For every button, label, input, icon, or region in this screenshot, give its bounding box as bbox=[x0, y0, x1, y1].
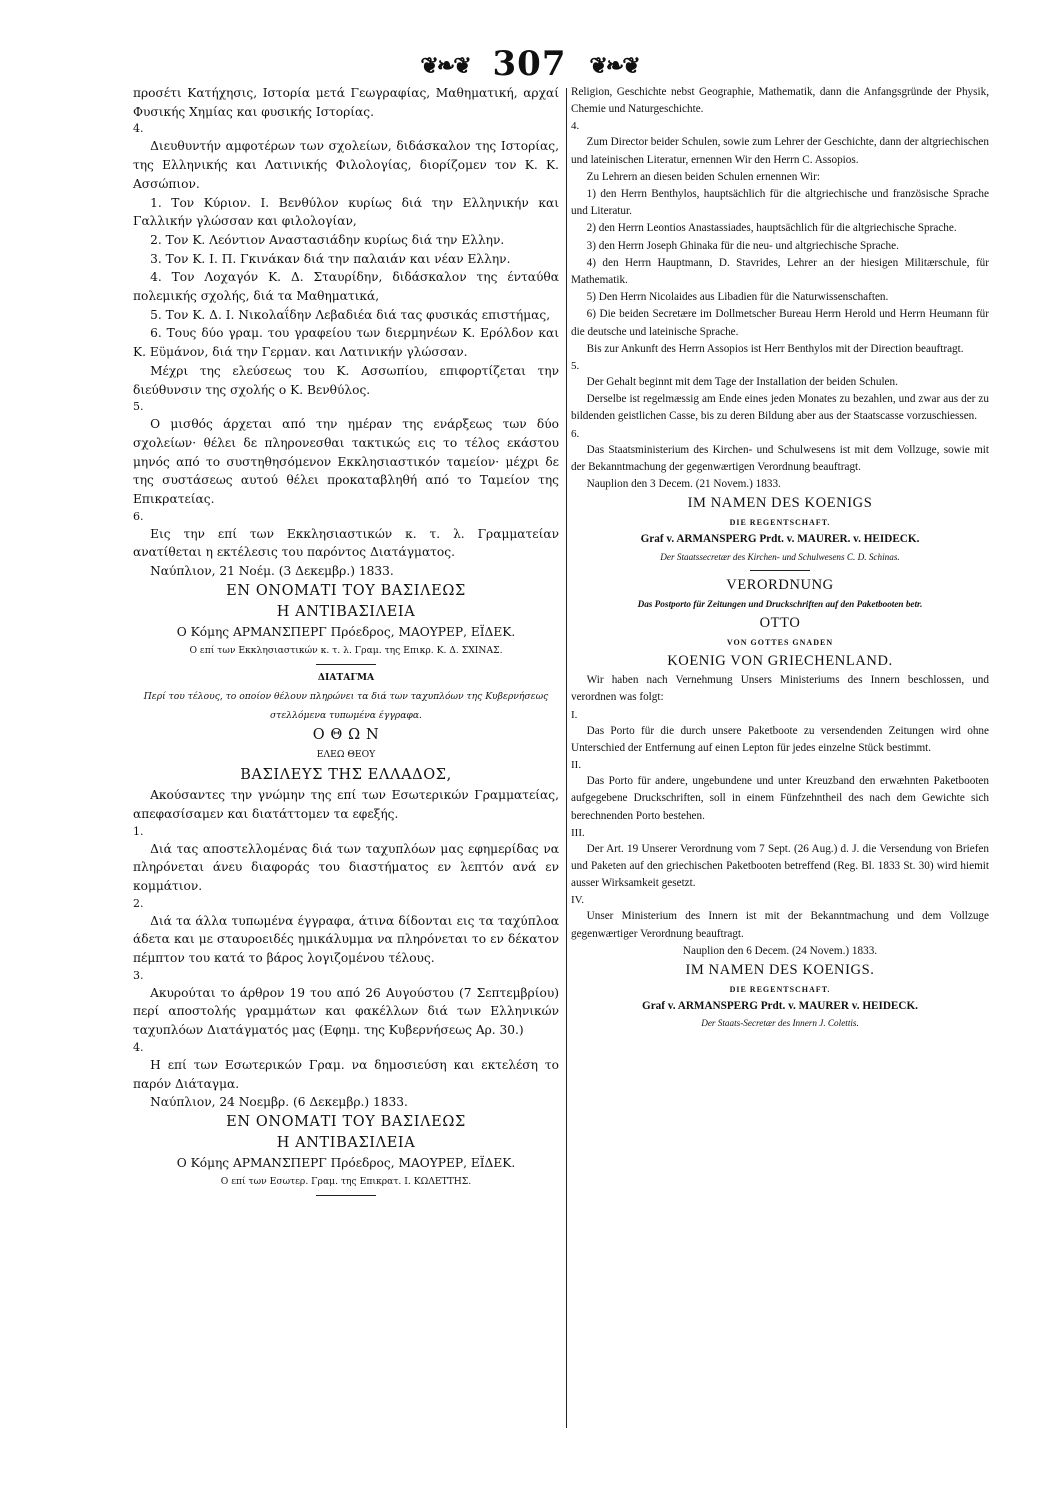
german-paragraph: VON GOTTES GNADEN bbox=[726, 638, 834, 648]
german-paragraph: IV. bbox=[571, 894, 584, 907]
greek-paragraph: 4. bbox=[133, 1040, 144, 1054]
greek-paragraph: Η ΑΝΤΙΒΑΣΙΛΕΙΑ bbox=[276, 603, 416, 620]
greek-paragraph: Ακούσαντες την γνώμην της επί των Εσωτερικών Γραμματείας, απεφασίσαμεν και διατάττομεν τα εφεξής. bbox=[133, 788, 559, 821]
german-paragraph: IM NAMEN DES KOENIGS bbox=[687, 495, 873, 512]
greek-paragraph: 2. bbox=[133, 896, 144, 910]
greek-paragraph: 4. bbox=[133, 122, 144, 136]
greek-paragraph: 5. Τον Κ. Δ. Ι. Νικολαΐδην Λεβαδιέα διά τας φυσικάς επιστήμας, bbox=[150, 307, 551, 322]
german-paragraph: Der Staatssecretær des Kirchen- und Schulwesens C. D. Schinas. bbox=[660, 551, 900, 562]
german-paragraph: 6) Die beiden Secretære im Dollmetscher Bureau Herrn Herold und Herrn Heumann für die deutsche und lateinische Sprache. bbox=[571, 308, 989, 338]
greek-paragraph: Ο μισθός άρχεται από την ημέραν της ενάρξεως των δύο σχολείων· θέλει δε πληρονεσθαι τακτικώς εις το τέλος εκάστου μηνός από το συστηθησόμενον Εκκλησιαστικόν ταμείον· μέχρι δε της συστάσεως αυτού θέλει προκαταβληθή από το Ταμείον της Επικρατείας. bbox=[133, 417, 559, 507]
greek-paragraph: Ο επί των Εκκλησιαστικών κ. τ. λ. Γραμ. της Επικρ. Κ. Δ. ΣΧΙΝΑΣ. bbox=[189, 644, 503, 656]
greek-paragraph: Ναύπλιον, 24 Νοεμβρ. (6 Δεκεμβρ.) 1833. bbox=[150, 1095, 408, 1110]
german-paragraph: KOENIG VON GRIECHENLAND. bbox=[667, 653, 893, 670]
greek-paragraph: Εις την επί των Εκκλησιαστικών κ. τ. λ. Γραμματείαν ανατίθεται η εκτέλεσις του παρόντος Διατάγματος. bbox=[133, 526, 559, 560]
greek-paragraph: 1. bbox=[133, 824, 144, 838]
greek-paragraph: 3. bbox=[133, 968, 144, 982]
german-paragraph: 3) den Herrn Joseph Ghinaka für die neu- und altgriechische Sprache. bbox=[586, 239, 899, 252]
german-rule bbox=[750, 570, 810, 571]
german-paragraph: Graf v. ARMANSPERG Prdt. v. MAURER. v. HEIDECK. bbox=[640, 533, 920, 546]
greek-paragraph: Η επί των Εσωτερικών Γραμ. να δημοσιεύση και εκτελέση το παρόν Διάταγμα. bbox=[133, 1057, 559, 1091]
german-paragraph: 4. bbox=[571, 120, 580, 133]
german-paragraph: Das Staatsministerium des Kirchen- und Schulwesens ist mit dem Vollzuge, sowie mit der Bekanntmachung der gegenwærtigen Verordnung beauftragt. bbox=[571, 443, 989, 473]
german-paragraph: VERORDNUNG bbox=[726, 576, 834, 593]
german-paragraph: Das Porto für andere, ungebundene und unter Kreuzband den erwæhnten Paketbooten aufgegebene Druckschriften, soll in einem Fünfzehntheil des nach dem Gewichte sich berechnenden Porto bestehen. bbox=[571, 775, 989, 822]
greek-paragraph: Μέχρι της ελεύσεως του Κ. Ασσωπίου, επιφορτίζεται την διεύθυνσιν της σχολής ο Κ. Βενθύλος. bbox=[133, 363, 559, 397]
greek-paragraph: Η ΑΝΤΙΒΑΣΙΛΕΙΑ bbox=[276, 1134, 416, 1151]
greek-paragraph: Διά τα άλλα τυπωμένα έγγραφα, άτινα δίδονται εις τα ταχύπλοα άδετα και με σταυροειδές ημικάλυμμα να πληρόνεται το εν δέκατον πέμπτον του κατά το βάρος λογιζομένου τέλους. bbox=[133, 913, 559, 966]
german-paragraph: 1) den Herrn Benthylos, hauptsächlich für die altgriechische und französische Sprache und Literatur. bbox=[571, 188, 989, 218]
german-paragraph: Der Staats-Secretær des Innern J. Colettis. bbox=[701, 1018, 859, 1029]
german-paragraph: Wir haben nach Vernehmung Unsers Ministeriums des Innern beschlossen, und verordnen was folgt: bbox=[571, 674, 989, 704]
german-paragraph: Graf v. ARMANSPERG Prdt. v. MAURER v. HEIDECK. bbox=[642, 1000, 918, 1013]
greek-paragraph: 5. bbox=[133, 400, 144, 414]
greek-paragraph: ΕΝ ΟΝΟΜΑΤΙ ΤΟΥ ΒΑΣΙΛΕΩΣ bbox=[226, 1113, 466, 1130]
greek-paragraph: 1. Τον Κύριον. Ι. Βενθύλον κυρίως διά την Ελληνικήν και Γαλλικήν γλώσσαν και φιλολογίαν, bbox=[133, 195, 559, 229]
greek-paragraph: 2. Τον Κ. Λεόντιον Αναστασιάδην κυρίως διά την Ελλην. bbox=[150, 232, 505, 247]
greek-paragraph: Διά τας αποστελλομένας διά των ταχυπλόων μας εφημερίδας να πληρόνεται άνευ διαφοράς του διαστήματος εν λεπτόν ανά εν κομμάτιον. bbox=[133, 841, 559, 893]
german-column bbox=[571, 84, 989, 1033]
greek-paragraph: ΒΑΣΙΛΕΥΣ ΤΗΣ ΕΛΛΑΔΟΣ, bbox=[240, 767, 452, 784]
german-paragraph: Bis zur Ankunft des Herrn Assopios ist Herr Benthylos mit der Direction beauftragt. bbox=[586, 342, 964, 355]
greek-paragraph: Ακυρούται το άρθρον 19 του από 26 Αυγούστου (7 Σεπτεμβρίου) περί αποστολής γραμμάτων και φακέλλων διά των Ελληνικών ταχυπλόων Διατάγματός μας (Εφημ. της Κυβερνήσεως Αρ. 30.) bbox=[133, 985, 559, 1038]
german-paragraph: Unser Ministerium des Innern ist mit der Bekanntmachung und dem Vollzuge gegenwærtiger Verordnung beauftragt. bbox=[571, 910, 989, 940]
german-paragraph: Der Art. 19 Unserer Verordnung vom 7 Sept. (26 Aug.) d. J. die Versendung von Briefen und Paketen auf den griechischen Paketbooten betreffend (Reg. Bl. 1833 St. 30) wird hiemit ausser Wirksamkeit gesetzt. bbox=[571, 842, 989, 890]
greek-paragraph: 6. Τους δύο γραμ. του γραφείου των διερμηνέων Κ. Ερόλδον και Κ. Εϋμάνον, διά την Γερμαν. και Λατινικήν γλώσσαν. bbox=[133, 326, 559, 360]
page-number: 307 bbox=[492, 44, 567, 84]
german-paragraph: II. bbox=[571, 759, 582, 772]
german-paragraph: Das Porto für die durch unsere Paketboote zu versendenden Zeitungen wird ohne Unterschied der Entfernung auf einen Lepton für jedes einzelne Stück bestimmt. bbox=[571, 724, 989, 754]
german-paragraph: Zum Director beider Schulen, sowie zum Lehrer der Geschichte, dann der altgriechischen und lateinischen Literatur, ernennen Wir den Herrn C. Assopios. bbox=[571, 136, 989, 166]
greek-paragraph: 3. Τον Κ. Ι. Π. Γκινάκαν διά την παλαιάν και νέαν Ελλην. bbox=[150, 251, 511, 266]
greek-paragraph: προσέτι Κατήχησις, Ιστορία μετά Γεωγραφίας, Μαθηματική, αρχαί Φυσικής Χημίας και φυσικής Ιστορίας. bbox=[133, 86, 559, 119]
greek-paragraph: Ναύπλιον, 21 Νοέμ. (3 Δεκεμβρ.) 1833. bbox=[150, 564, 394, 579]
greek-paragraph: 6. bbox=[133, 509, 144, 523]
german-paragraph: I. bbox=[571, 708, 578, 721]
left-ornament-icon: ❦❧❦ bbox=[420, 53, 470, 79]
german-paragraph: IM NAMEN DES KOENIGS. bbox=[685, 961, 875, 978]
greek-paragraph: Ο Θ Ω Ν bbox=[312, 727, 380, 744]
page-header bbox=[0, 44, 1059, 84]
greek-paragraph: Ο επί των Εσωτερ. Γραμ. της Επικρατ. Ι. ΚΩΛΕΤΤΗΣ. bbox=[220, 1175, 472, 1187]
german-paragraph: Zu Lehrern an diesen beiden Schulen ernennen Wir: bbox=[586, 170, 820, 183]
greek-paragraph: Ο Κόμης ΑΡΜΑΝΣΠΕΡΓ Πρόεδρος, ΜΑΟΥΡΕΡ, ΕΪΔΕΚ. bbox=[176, 1155, 516, 1170]
greek-paragraph: ΕΝ ΟΝΟΜΑΤΙ ΤΟΥ ΒΑΣΙΛΕΩΣ bbox=[226, 582, 466, 599]
german-paragraph: III. bbox=[571, 826, 585, 839]
right-ornament-icon: ❦❧❦ bbox=[589, 53, 639, 79]
greek-rule bbox=[316, 664, 376, 665]
german-paragraph: 6. bbox=[571, 427, 580, 440]
greek-column bbox=[133, 84, 559, 1200]
german-paragraph: Nauplion den 3 Decem. (21 Novem.) 1833. bbox=[586, 478, 781, 491]
german-paragraph: Das Postporto für Zeitungen und Druckschriften auf den Paketbooten betr. bbox=[637, 598, 923, 609]
greek-paragraph: Διευθυντήν αμφοτέρων των σχολείων, διδάσκαλον της Ιστορίας, της Ελληνικής και Λατινικής Φιλολογίας, διορίζομεν τον Κ. Κ. Ασσώπιον. bbox=[133, 139, 559, 191]
german-paragraph: OTTO bbox=[759, 615, 801, 632]
greek-paragraph: ΔΙΑΤΑΓΜΑ bbox=[317, 672, 375, 684]
german-paragraph: Der Gehalt beginnt mit dem Tage der Installation der beiden Schulen. bbox=[586, 376, 898, 389]
german-paragraph: DIE REGENTSCHAFT. bbox=[729, 984, 831, 994]
greek-paragraph: 4. Τον Λοχαγόν Κ. Δ. Σταυρίδην, διδάσκαλον της ένταύθα πολεμικής σχολής, διά τα Μαθηματικά, bbox=[133, 270, 559, 304]
greek-paragraph: Περί του τέλους, το οποίον θέλουν πληρώνει τα διά των ταχυπλόων της Κυβερνήσεως στελλόμενα τυπωμένα έγγραφα. bbox=[143, 690, 549, 721]
german-paragraph: Religion, Geschichte nebst Geographie, Mathematik, dann die Anfangsgründe der Physik, Chemie und Naturgeschichte. bbox=[571, 86, 989, 116]
german-paragraph: 5) Den Herrn Nicolaides aus Libadien für die Naturwissenschaften. bbox=[586, 291, 889, 304]
german-paragraph: DIE REGENTSCHAFT. bbox=[729, 518, 831, 528]
german-paragraph: 4) den Herrn Hauptmann, D. Stavrides, Lehrer an der hiesigen Militærschule, für Mathematik. bbox=[571, 256, 989, 287]
column-divider bbox=[566, 88, 567, 1428]
greek-paragraph: ΕΛΕΩ ΘΕΟΥ bbox=[316, 749, 376, 761]
german-paragraph: 2) den Herrn Leontios Anastassiades, hauptsächlich für die altgriechische Sprache. bbox=[586, 222, 957, 235]
greek-paragraph: Ο Κόμης ΑΡΜΑΝΣΠΕΡΓ Πρόεδρος, ΜΑΟΥΡΕΡ, ΕΪΔΕΚ. bbox=[176, 624, 516, 639]
german-paragraph: Derselbe ist regelmæssig am Ende eines jeden Monates zu bezahlen, und zwar aus der zu bildenden geistlichen Casse, bis zu deren Bildung aber aus der Staatscasse vorzuschiessen. bbox=[571, 393, 989, 423]
german-paragraph: Nauplion den 6 Decem. (24 Novem.) 1833. bbox=[682, 944, 878, 957]
greek-rule bbox=[316, 1195, 376, 1196]
german-paragraph: 5. bbox=[571, 360, 580, 373]
